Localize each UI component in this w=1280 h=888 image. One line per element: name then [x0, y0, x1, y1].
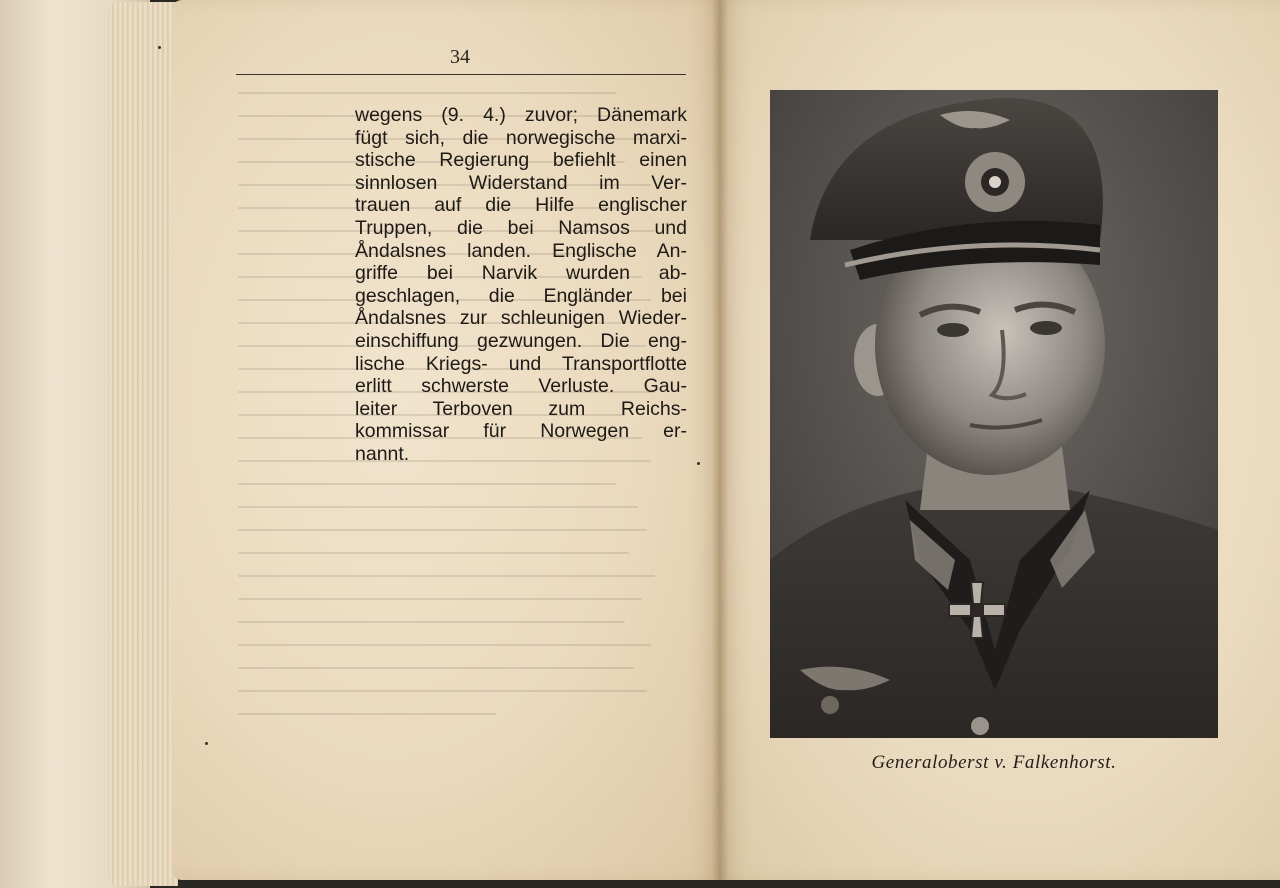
- page-number: 34: [450, 46, 470, 68]
- photo-caption: Generaloberst v. Falkenhorst.: [871, 752, 1117, 773]
- portrait-illustration: [770, 90, 1218, 738]
- text-line: geschlagen, die Engländer bei: [355, 284, 687, 307]
- paper-speck: [158, 46, 161, 49]
- text-line: stische Regierung befiehlt einen: [355, 149, 687, 172]
- text-line: wegens (9. 4.) zuvor; Dänemark: [355, 104, 687, 126]
- text-line: Truppen, die bei Namsos und: [355, 216, 687, 239]
- text-line: einschiffung gezwungen. Die eng-: [355, 329, 687, 352]
- header-rule: [236, 74, 686, 75]
- text-line: griffe bei Narvik wurden ab-: [355, 262, 687, 285]
- text-line: trauen auf die Hilfe englischer: [355, 194, 687, 217]
- page-stack-edge: [108, 2, 178, 886]
- text-line: Åndalsnes zur schleunigen Wieder-: [355, 307, 687, 330]
- text-line: lische Kriegs- und Transportflotte: [355, 352, 687, 375]
- portrait-photo: [770, 90, 1218, 738]
- text-line: erlitt schwerste Verluste. Gau-: [355, 375, 687, 398]
- paper-speck: [205, 742, 208, 745]
- paper-speck: [697, 462, 700, 465]
- body-text: [355, 104, 687, 466]
- text-line: kommissar für Norwegen er-: [355, 420, 687, 443]
- text-line: fügt sich, die norwegische marxi-: [355, 126, 687, 149]
- text-line: leiter Terboven zum Reichs-: [355, 397, 687, 420]
- book-gutter: [712, 0, 728, 880]
- text-line: sinnlosen Widerstand im Ver-: [355, 171, 687, 194]
- text-line: nannt.: [355, 442, 410, 465]
- text-line: Åndalsnes landen. Englische An-: [355, 239, 687, 262]
